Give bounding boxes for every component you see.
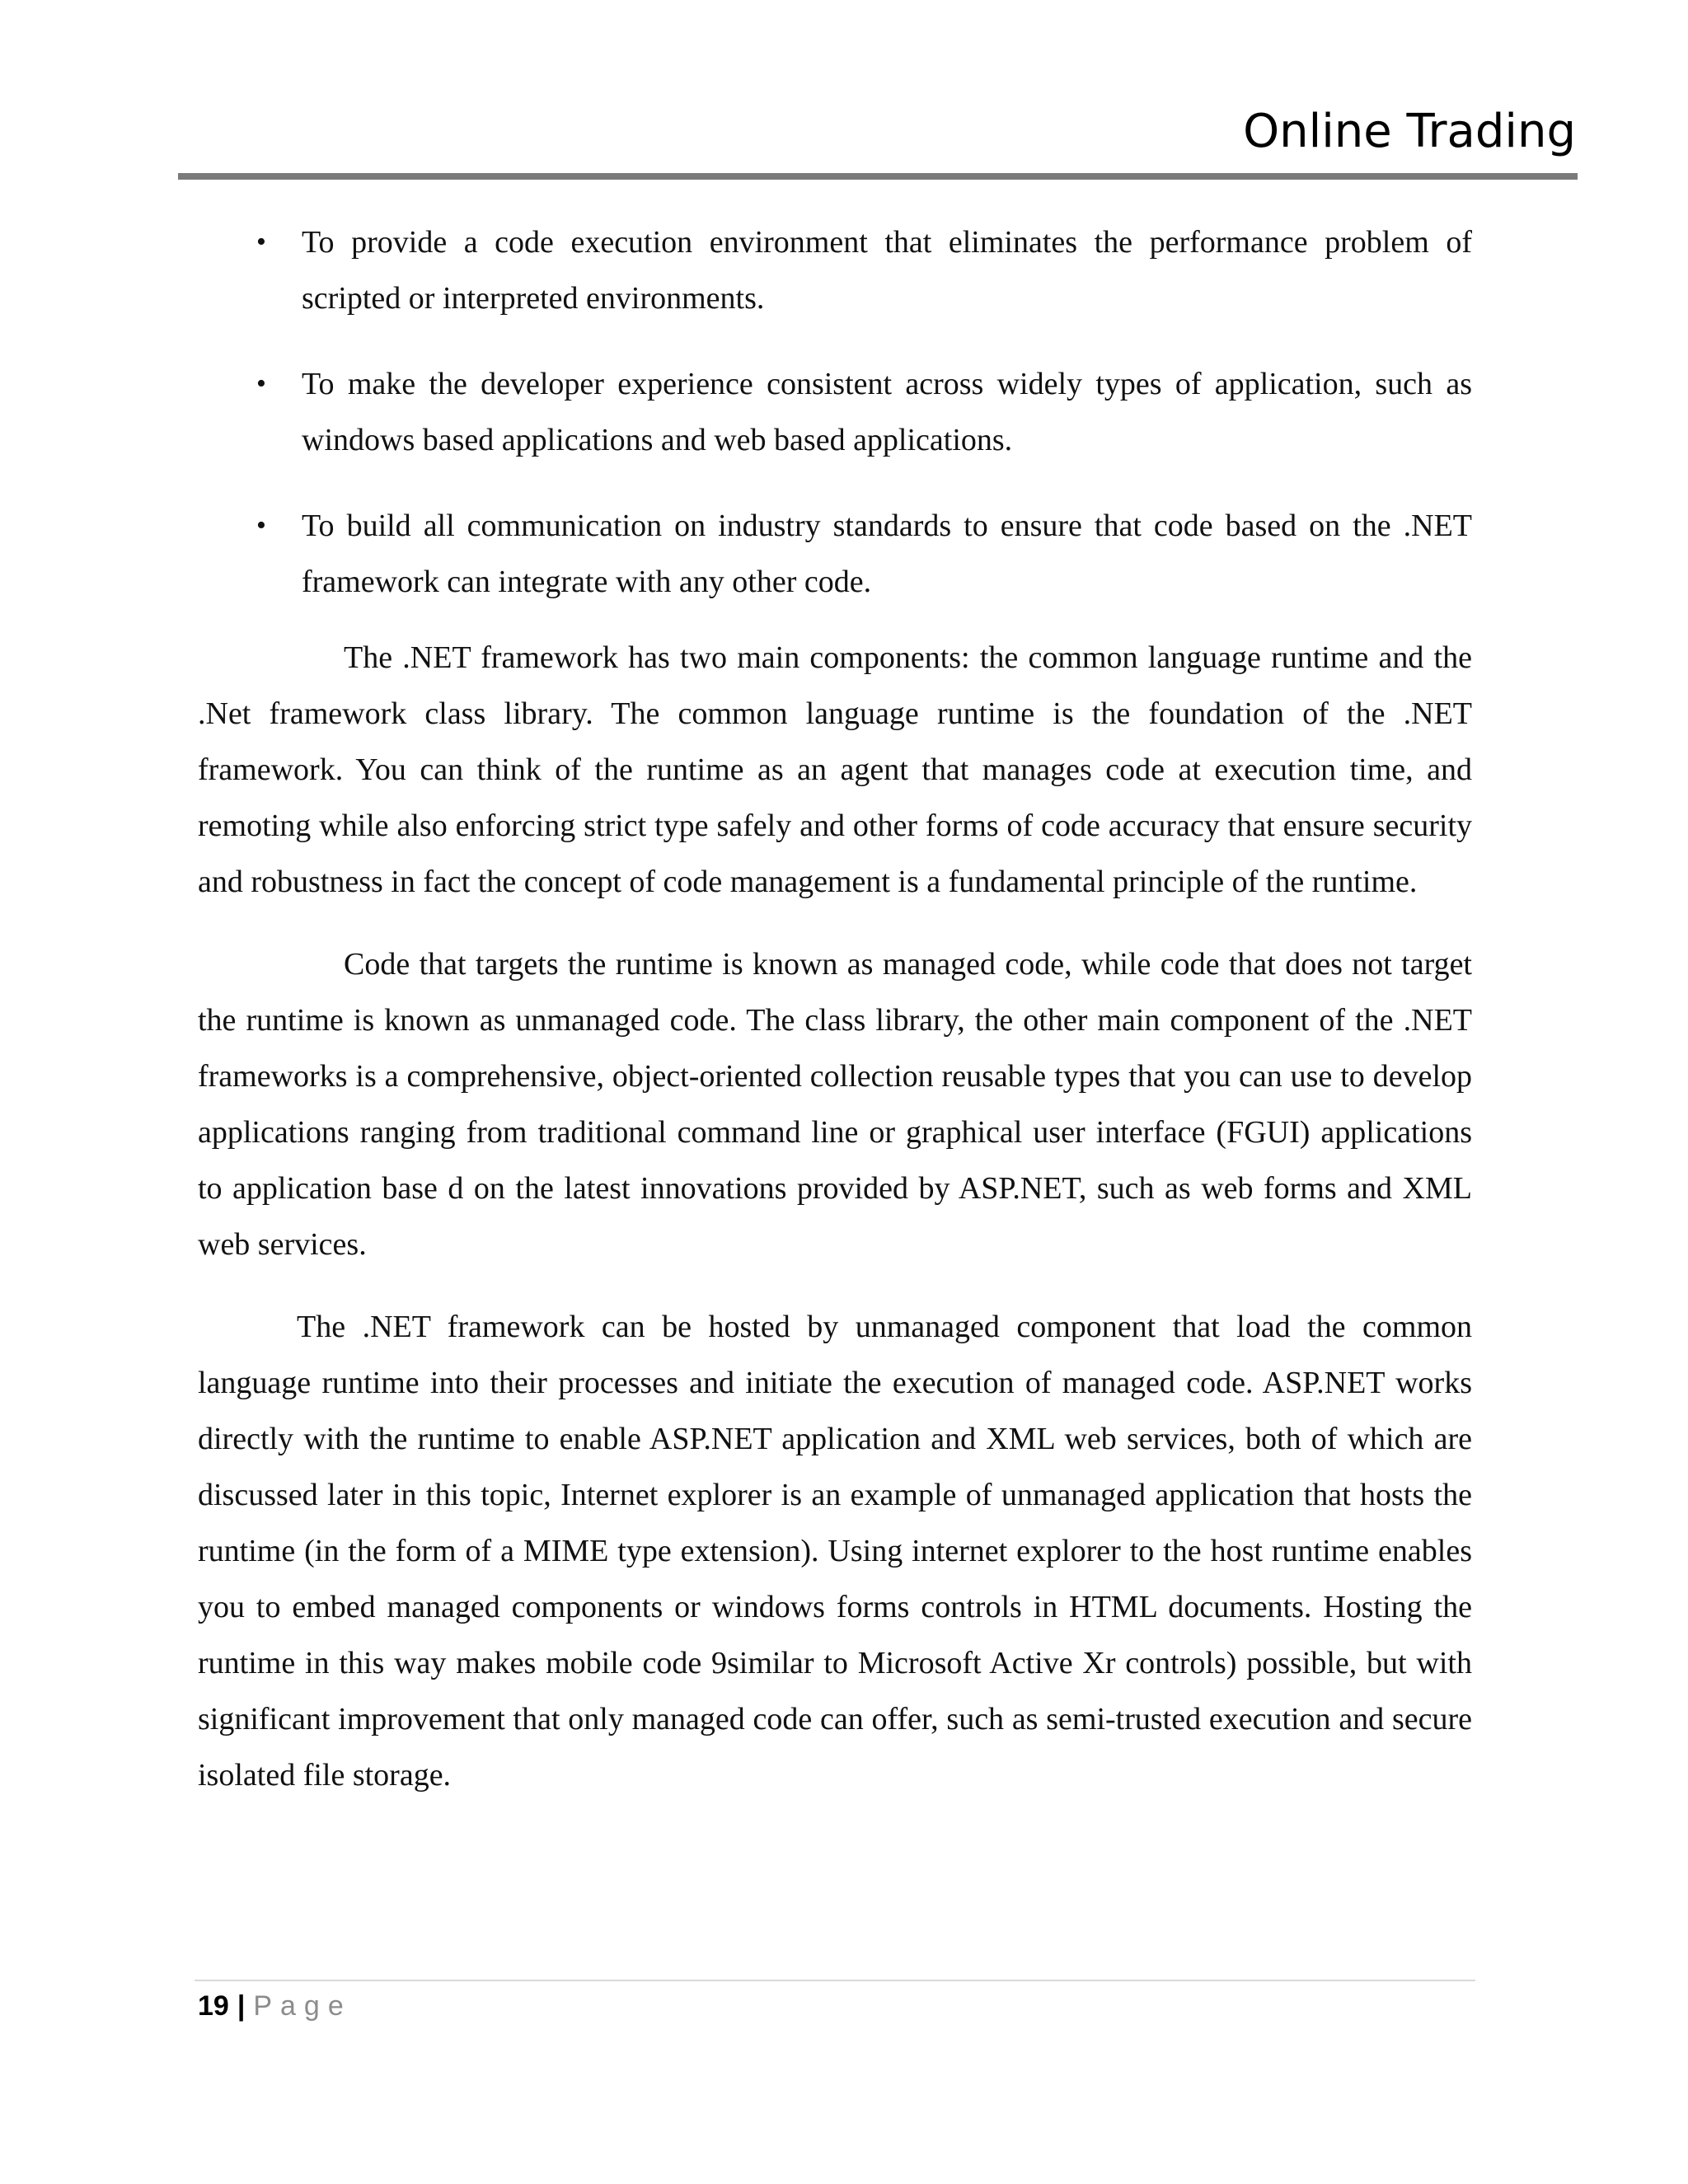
body-paragraph: The .NET framework has two main components: the common language runtime and the .Net framework class library. The common language runtime is the foundation of the .NET framework. You can think of the runtime as an agent that manages code at execution time, and remoting while also enforcing strict type safely and other forms of code accuracy that ensure security and robustness in fact the concept of code management is a fundamental principle of the runtime. — [198, 640, 1472, 899]
footer-separator: | — [237, 1990, 246, 2022]
body-paragraph: Code that targets the runtime is known as managed code, while code that does not target the runtime is known as unmanaged code. The class library, the other main component of the .NET frameworks is a comprehensive, object-oriented collection reusable types that you can use to develop applications ranging from traditional command line or graphical user interface (FGUI) applications to application base d on the latest innovations provided by ASP.NET, such as web forms and XML web services. — [198, 947, 1472, 1262]
bullet-text: To make the developer experience consistent across widely types of application, such as windows based applications and web based applications. — [302, 367, 1472, 457]
bullet-text: To build all communication on industry standards to ensure that code based on the .NET framework can integrate with any other code. — [302, 509, 1472, 599]
bullet-icon: • — [256, 510, 266, 541]
body-paragraph: The .NET framework can be hosted by unmanaged component that load the common language runtime into their processes and initiate the execution of managed code. ASP.NET works directly with the runtime to enable ASP.NET application and XML web services, both of which are discussed later in this topic, Internet explorer is an example of unmanaged application that hosts the runtime (in the form of a MIME type extension). Using internet explorer to the host runtime enables you to embed managed components or windows forms controls in HTML documents. Hosting the runtime in this way makes mobile code 9similar to Microsoft Active Xr controls) possible, but with significant improvement that only managed code can offer, such as semi-trusted execution and secure isolated file storage. — [198, 1310, 1472, 1793]
document-body — [198, 214, 1472, 1803]
bullet-item — [198, 214, 1472, 326]
bullet-item — [198, 356, 1472, 468]
bullet-icon: • — [256, 368, 266, 399]
bullet-icon: • — [256, 227, 266, 257]
document-header-title: Online Trading — [1243, 105, 1576, 158]
page-label: Page — [253, 1990, 352, 2022]
bullet-text: To provide a code execution environment that eliminates the performance problem of scripted or interpreted environments. — [302, 225, 1472, 316]
bullet-item — [198, 498, 1472, 610]
header-divider — [178, 173, 1578, 180]
bullet-list — [198, 214, 1472, 610]
page-footer — [198, 1988, 352, 2024]
footer-divider — [195, 1980, 1475, 1981]
page-number: 19 — [198, 1990, 229, 2022]
